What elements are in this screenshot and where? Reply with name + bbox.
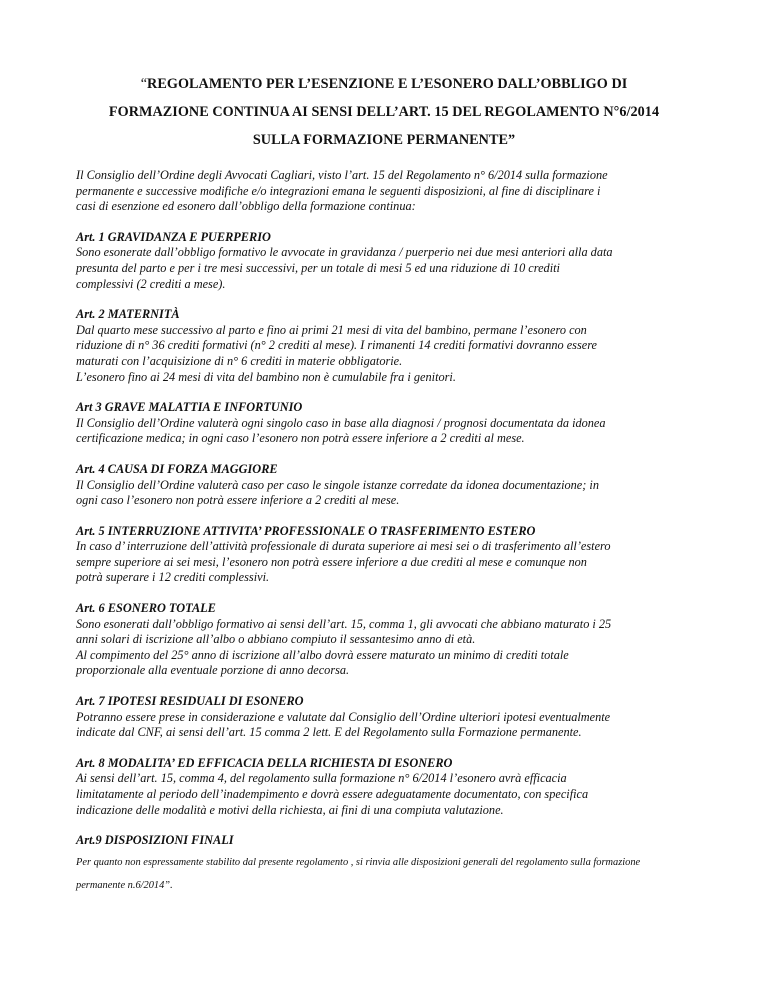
article-line: Il Consiglio dell’Ordine valuterà caso per caso le singole istanze corredate da idonea documentazione; in — [76, 477, 599, 492]
article-text — [76, 539, 706, 586]
article-text — [76, 771, 706, 818]
article-line: Sono esonerati dall’obbligo formativo ai sensi dell’art. 15, comma 1, gli avvocati che abbiano maturato i 25 — [76, 616, 612, 631]
article-text — [76, 323, 706, 385]
article-text — [76, 617, 706, 679]
article-heading: Art.9 DISPOSIZIONI FINALI — [76, 833, 234, 848]
intro-line: permanente e successive modifiche e/o integrazioni emana le seguenti disposizioni, al fine di disciplinare i — [76, 183, 601, 198]
article-6 — [76, 601, 706, 679]
article-line: indicazione delle modalità e motivi della richiesta, ai fini di una compiuta valutazione. — [76, 802, 504, 817]
article-line: L’esonero fino ai 24 mesi di vita del bambino non è cumulabile fra i genitori. — [76, 369, 456, 384]
article-heading: Art. 6 ESONERO TOTALE — [76, 601, 216, 616]
article-text — [76, 478, 706, 509]
article-heading: Art. 8 MODALITA’ ED EFFICACIA DELLA RICHIESTA DI ESONERO — [76, 755, 453, 770]
article-5 — [76, 524, 706, 586]
article-line: ogni caso l’esonero non potrà essere inferiore a 2 crediti al mese. — [76, 493, 400, 508]
article-heading: Art. 2 MATERNITÀ — [76, 307, 180, 322]
article-text — [76, 710, 706, 741]
title-line-3: SULLA FORMAZIONE PERMANENTE” — [252, 132, 516, 148]
article-4 — [76, 462, 706, 509]
title-line-2: FORMAZIONE CONTINUA AI SENSI DELL’ART. 15 DEL REGOLAMENTO N°6/2014 — [108, 104, 660, 120]
article-line: potrà superare i 12 crediti complessivi. — [76, 570, 270, 585]
intro-line: casi di esenzione ed esonero dall’obbligo della formazione continua: — [76, 199, 416, 214]
article-heading: Art. 7 IPOTESI RESIDUALI DI ESONERO — [76, 694, 304, 709]
article-line: In caso d’ interruzione dell’attività professionale di durata superiore ai mesi sei o di trasferimento all’estero — [76, 539, 611, 554]
article-9 — [76, 833, 706, 897]
article-line: riduzione di n° 36 crediti formativi (n° 2 crediti al mese). I rimanenti 14 crediti formativi dovranno essere — [76, 338, 597, 353]
article-heading: Art. 1 GRAVIDANZA E PUERPERIO — [76, 229, 271, 244]
title-line-1-text: REGOLAMENTO PER L’ESENZIONE E L’ESONERO DALL’OBBLIGO DI — [147, 76, 628, 92]
article-line: sempre superiore ai sei mesi, l’esonero non potrà essere inferiore a due crediti al mese e comunque non — [76, 554, 587, 569]
article-line: complessivi (2 crediti a mese). — [76, 276, 226, 291]
title-line-1 — [70, 70, 698, 98]
article-line: Ai sensi dell’art. 15, comma 4, del regolamento sulla formazione n° 6/2014 l’esonero avrà efficacia — [76, 771, 567, 786]
article-line: Potranno essere prese in considerazione e valutate dal Consiglio dell’Ordine ulteriori ipotesi eventualmente — [76, 709, 611, 724]
article-text — [76, 416, 706, 447]
intro-paragraph — [76, 168, 706, 215]
article-line: maturati con l’acquisizione di n° 6 crediti in materie obbligatorie. — [76, 353, 403, 368]
article-line: Al compimento del 25° anno di iscrizione all’albo dovrà essere maturato un minimo di crediti totale — [76, 647, 569, 662]
document-title — [70, 70, 698, 154]
title-open-quote: “ — [140, 76, 148, 92]
article-line: presunta del parto e per i tre mesi successivi, per un totale di mesi 5 ed una riduzione di 10 crediti — [76, 260, 560, 275]
article-line: Il Consiglio dell’Ordine valuterà ogni singolo caso in base alla diagnosi / prognosi documentata da idonea — [76, 415, 606, 430]
article-line: limitatamente al periodo dell’inadempimento e dovrà essere adeguatamente documentato, con specifica — [76, 787, 589, 801]
article-line: Sono esonerate dall’obbligo formativo le avvocate in gravidanza / puerperio nei due mesi anteriori alla data — [76, 245, 613, 260]
article-line: anni solari di iscrizione all’albo o abbiano compiuto il sessantesimo anno di età. — [76, 632, 476, 647]
article-heading: Art 3 GRAVE MALATTIA E INFORTUNIO — [76, 400, 303, 415]
document-body — [76, 168, 706, 897]
article-line: Dal quarto mese successivo al parto e fino ai primi 21 mesi di vita del bambino, permane l’esonero con — [76, 322, 587, 337]
article-text — [76, 851, 706, 897]
article-1 — [76, 230, 706, 292]
article-line: indicate dal CNF, ai sensi dell’art. 15 comma 2 lett. E del Regolamento sulla Formazione permanente. — [76, 725, 582, 740]
article-line: proporzionale alla eventuale porzione di anno decorsa. — [76, 663, 350, 678]
article-heading: Art. 5 INTERRUZIONE ATTIVITA’ PROFESSIONALE O TRASFERIMENTO ESTERO — [76, 523, 536, 538]
article-3 — [76, 400, 706, 447]
article-line: certificazione medica; in ogni caso l’esonero non potrà essere inferiore a 2 crediti al mese. — [76, 431, 525, 446]
article-7 — [76, 694, 706, 741]
article-2 — [76, 307, 706, 385]
article-line: permanente n.6/2014”. — [76, 879, 173, 891]
article-heading: Art. 4 CAUSA DI FORZA MAGGIORE — [76, 461, 278, 476]
intro-line: Il Consiglio dell’Ordine degli Avvocati Cagliari, visto l’art. 15 del Regolamento n° 6/2014 sulla formazione — [76, 168, 608, 182]
article-text — [76, 245, 706, 292]
article-line: Per quanto non espressamente stabilito dal presente regolamento , si rinvia alle disposizioni generali del regolamento sulla formazione — [76, 856, 641, 868]
article-8 — [76, 756, 706, 818]
